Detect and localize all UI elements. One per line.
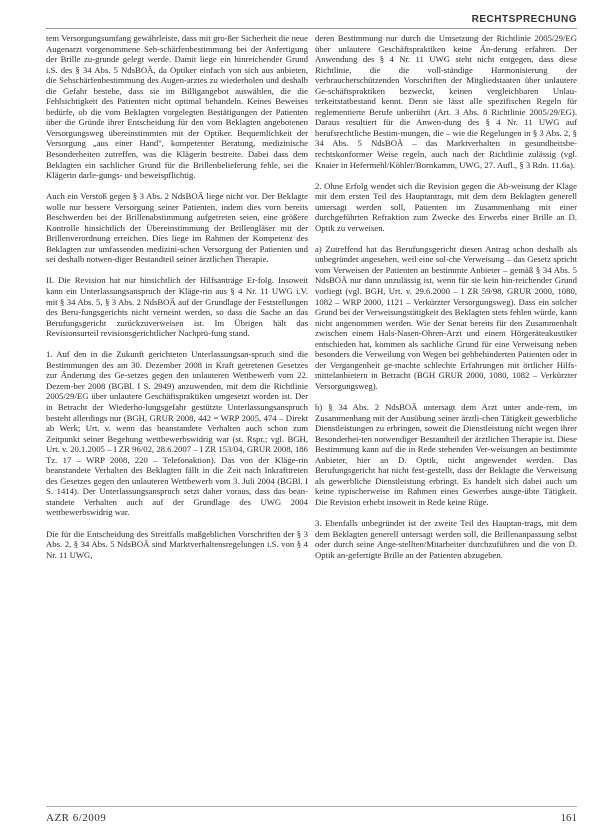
paragraph: 3. Ebenfalls unbegründet ist der zweite Teil des Hauptan-trags, mit dem dem Beklagten generell untersagt werden soll, die Brillenanpassung selbst oder durch seine Ange-stellten/Mitarbeiter durchzuführen und die von D. Optik an-gefertigte Brille an der Patienten abzugeben.	[315, 517, 577, 560]
paragraph: Die für die Entscheidung des Streitfalls maßgeblichen Vorschriften der § 3 Abs. 2, § 34 Abs. 5 NdsBOÄ sind Marktverhaltensregelungen i.S. von § 4 Nr. 11 UWG,	[46, 528, 308, 560]
journal-issue: AZR 6/2009	[46, 812, 107, 824]
section-header: RECHTSPRECHUNG	[471, 14, 577, 25]
page-number: 161	[560, 812, 577, 824]
paragraph: a) Zutreffend hat das Berufungsgericht diesen Antrag schon deshalb als unbegründet angesehen, weil eine sol-che Verweisung – das Gesetz spricht vom Verweisen der Patienten an bestimmte Anbieter – gemäß § 34 Abs. 5 NdsBOÄ nur dann unzulässig ist, wenn für sie kein hin-reichender Grund vorliegt (vgl. BGH, Urt. v. 29.6.2000 – I ZR 59/98, GRUR 2000, 1080, 1082 – WRP 2000, 1121 – Verkürzter Versorgungsweg). Dass ein solcher Grund bei der Verweisungstätigkeit des Beklagten stets fehlen würde, kann nicht angenommen werden. Wie der Senat bereits für den Zusammenhalt zwischen einem Hals-Nasen-Ohren-Arzt und einem Hörgeräteakustiker entschieden hat, kommen als sachliche Grund für eine Verweisung neben besonders die Verweilung von Wegen bei gehbehinderten Patienten oder in der Vergangenheit ge-machte schlechte Erfahrungen mit örtlicher Hilfs-mittelanbietern in Betracht (BGH GRUR 2000, 1080, 1082 – Verkürzter Versorgungsweg).	[315, 243, 577, 391]
right-column	[315, 33, 577, 571]
paragraph: II. Die Revision hat nur hinsichtlich der Hilfsanträge Er-folg. Insoweit kann ein Unterlassungsanspruch der Kläge-rin aus § 4 Nr. 11 UWG i.V. mit § 34 Abs. 5, § 3 Abs. 2 NdsBOÄ auf der Grundlage der Feststellungen des Beru-fungsgerichts nicht verneint werden, so dass die Sache an das Berufungsgericht zurückzuverweisen ist. Im Übrigen hält das Revisionsurteil revisionsgerichtlicher Nachprü-fung stand.	[46, 275, 308, 339]
paragraph: b) § 34 Abs. 2 NdsBOÄ untersagt dem Arzt unter ande-rem, im Zusammenhang mit der Ausübung seiner ärztli-chen Tätigkeit gewerbliche Dienstleistungen zu erbringen, soweit die Dienstleistung nicht wegen ihrer Besonderhei-ten notwendiger Bestandteil der ärztlichen Therapie ist. Diese Bestimmung kann auf die in Rede stehenden Ver-weisungen an bestimmte Anbieter, hier an D. Optik, nicht angewendet werden. Das Berufungsgericht hat nicht fest-gestellt, dass der Beklagte die Verweisung als gewerbliche Dienstleistung erbringt. Es handelt sich dabei auch um keine typischerweise im Rahmen eines Gewerbes ausge-übte Tätigkeit. Die Revision erhebt insoweit in Rede keine Rüge.	[315, 402, 577, 507]
paragraph: 2. Ohne Erfolg wendet sich die Revision gegen die Ab-weisung der Klage mit dem ersten Teil des Hauptantrags, mit dem dem Beklagten generell untersagt werden soll, Patienten im Zusammenhang mit einer durchgeführten Refraktion zum Zwecke des Erwerbs einer Brille an D. Optik zu verweisen.	[315, 180, 577, 233]
footer-rule	[46, 806, 577, 807]
paragraph: deren Bestimmung nur durch die Umsetzung der Richtlinie 2005/29/EG über unlautere Geschäftspraktiken keine Än-derung erfahren. Der Anwendung des § 4 Nr. 11 UWG steht nicht entgegen, dass diese Richtlinie, die die voll-ständige Harmonisierung der verbraucherschützenden Vorschriften der Mitgliedstaaten über unlautere Ge-schäftspraktiken bezweckt, keinen vergleichbaren Unlau-terkeitstatbestand kennt. Denn sie lässt alle spezifischen Regeln für reglementierte Berufe unberührt (Art. 3 Abs. 8 Richtlinie 2005/29/EG). Daraus resultiert für die Anwen-dung des § 4 Nr. 11 UWG auf berufsrechtliche Bestim-mungen, die – wie die Regelungen in § 3 Abs. 2, § 34 Abs. 5 NdsBOÄ – das Marktverhalten in gesundheitsbe-rechtskonformer Weise regeln, auch nach der Richtlinie zulässig (vgl. Knaier in Hefermehl/Köhler/Bornkamm, UWG, 27. Aufl., § 3 Rdn. 11.6a).	[315, 33, 577, 170]
paragraph: Auch ein Verstoß gegen § 3 Abs. 2 NdsBOÄ liege nicht vor. Der Beklagte wolle nur bessere Versorgung seiner Patienten, indem dies vorn bereits Beschwerden bei der Brillenabstimmung aufgetreten seien, eine größere Kontrolle hinsichtlich der Übereinstimmung der Brillengläser mit der Brillenverordnung erreichen. Dies liege im Rahmen der Kompetenz des Beklagten zur umfassenden medizini-schen Versorgung der Patienten und sei deshalb notwen-diger Bestandteil seiner ärztlichen Therapie.	[46, 191, 308, 265]
left-column	[46, 33, 308, 571]
paragraph: tem Versorgungsumfang gewährleiste, dass mit gro-ßer Sicherheit die neue Augenarzt vorgenommene Seh-schärfenbestimmung bei der Anfertigung der Brille zu-grunde gelegt werde. Damit liege ein hinreichender Grund i.S. des § 34 Abs. 5 NdsBOÄ, da Optiker einfach von sich aus anbieten, die Sehschärfenbestimmung des Augen-arztes zu wiederholen und deshalb die Gefahr bestehe, dass sie im Billigangebot auswählen, die die Fehlsichtigkeit des Patienten nicht optimal behandeln. Keines Beweises bedürfe, ob die vom Beklagten vorgelegten Bestätigungen der Patienten über die Gründe ihrer Entscheidung für den vom Beklagten angebotenen Versorgungsweg übereinstimmten mit der Optiker. Bequemlichkeit der Versorgung „aus einer Hand", kompetenter Beratung, medizinische Besonderheiten zutreffen, was die Klägerin bestreite. Dabei dass dem Beklagten ein sachlicher Grund für die Brillenbelieferung fehle, sei die Klägerin darle-gungs- und beweispflichtig.	[46, 33, 308, 181]
header-rule	[46, 28, 577, 29]
paragraph: 1. Auf den in die Zukunft gerichteten Unterlassungsan-spruch sind die Bestimmungen des am 30. Dezember 2008 in Kraft getretenen Gesetzes zur Änderung des Ge-setzes gegen den unlauteren Wettbewerb vom 22. Dezem-ber 2008 (BGBl. I S. 2949) anzuwenden, mit dem die Richtlinie 2005/29/EG über unlautere Geschäftspraktiken umgesetzt worden ist. Der in Betracht der Wiederho-lungsgefahr gestützte Unterlassungsanspruch besteht allerdings nur (BGH, GRUR 2008, 442 = WRP 2005, 474 – Direkt ab Werk; Urt. v. wenn das beanstandete Verhalten auch schon zum Zeitpunkt seiner Begehung wettbewerbswidrig war (st. Rspr.; vgl. BGH, Urt. v. 20.1.2005 – I ZR 96/02, 28.6.2007 – I ZR 153/04, GRUR 2008, 186 Tz. 17 – WRP 2008, 220 – Telefonaktion). Das von der Kläge-rin beanstandete Verhalten des Beklagten fällt in die Zeit nach Inkrafttreten des Gesetzes gegen den unlauteren Wettbewerb vom 3. Juli 2004 (BGBl. I S. 1414). Der Unterlassungsanspruch setzt daher voraus, dass das bean-standete Verhalten auch auf der Grundlage des UWG 2004 wettbewerbswidrig war.	[46, 349, 308, 518]
